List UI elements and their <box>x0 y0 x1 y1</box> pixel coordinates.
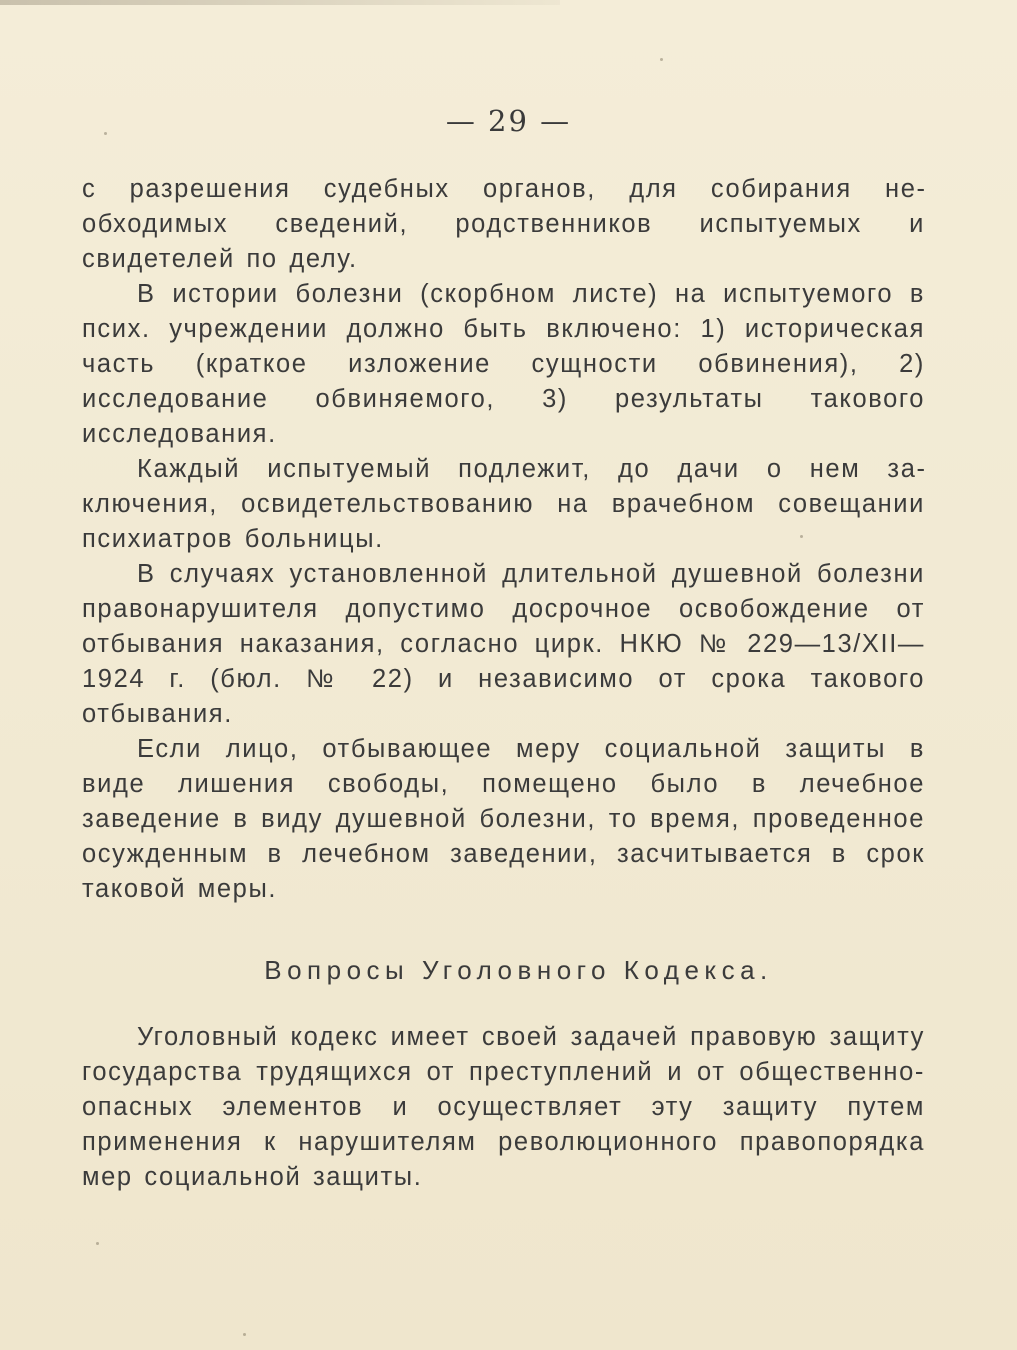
body-text <box>82 172 925 907</box>
paragraph-criminal-code: Уголовный кодекс имеет своей задачей правовую защиту государства трудящихся от преступлений и от общественно-опасных элементов и осуществляет эту защиту путем применения к нарушителям революционного правопорядка мер социальной защиты. <box>82 1023 925 1191</box>
paragraph-case-history: В истории болезни (скорбном листе) на испытуемого в псих. учреждении должно быть включено: 1) историческая часть (краткое изложение сущности обвинения), 2) исследование обвиняемого, 3) результаты такового исследования. <box>82 280 925 448</box>
paper-speck <box>104 132 107 135</box>
paper-speck <box>800 535 803 538</box>
page-edge-shadow <box>0 0 560 5</box>
paper-speck <box>660 58 663 61</box>
section-heading: Вопросы Уголовного Кодекса. <box>264 955 773 985</box>
page-number: — 29 — <box>445 104 572 138</box>
paragraph-examination: Каждый испытуемый подлежит, до дачи о нем заключения, освидетельствованию на врачебном совещании психиатров больницы. <box>82 455 925 553</box>
paper-speck <box>96 1242 99 1245</box>
paragraph-continuation: с разрешения судебных органов, для собирания необходимых сведений, родственников испытуемых и свидетелей по делу. <box>82 175 925 273</box>
paragraph-early-release: В случаях установленной длительной душевной болезни правонарушителя допустимо досрочное освобождение от отбывания наказания, согласно цирк. НКЮ № 229—13/XII—1924 г. (бюл. № 22) и независимо от срока такового отбывания. <box>82 560 925 728</box>
paper-speck <box>243 1333 246 1336</box>
section-body-text <box>82 1020 925 1195</box>
paragraph-time-credit: Если лицо, отбывающее меру социальной защиты в виде лишения свободы, помещено было в лечебное заведение в виду душевной болезни, то время, проведенное осужденным в лечебном заведении, засчитывается в срок таковой меры. <box>82 735 925 903</box>
